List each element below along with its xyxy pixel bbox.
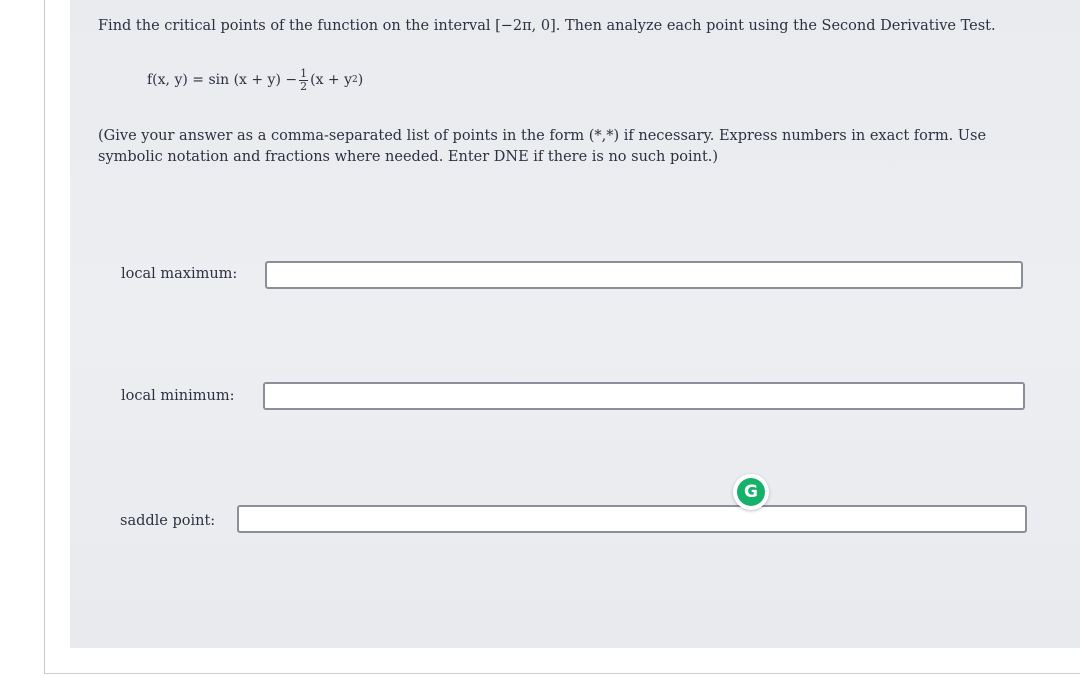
local-minimum-label: local minimum: [121, 388, 235, 404]
formula-lhs: f(x, y) = sin (x + y) − [147, 72, 298, 88]
fraction-numerator: 1 [300, 66, 308, 80]
local-maximum-label: local maximum: [121, 266, 238, 282]
saddle-point-input[interactable] [237, 505, 1027, 533]
saddle-point-label: saddle point: [120, 513, 216, 529]
fraction-denominator: 2 [300, 79, 308, 93]
local-maximum-input[interactable] [265, 261, 1023, 289]
grammarly-g-icon[interactable] [733, 474, 769, 510]
formula-rhs-close: ) [357, 72, 364, 88]
answer-instructions: (Give your answer as a comma-separated list of points in the form (*,*) if necessary. Express numbers in exact form. Use symbolic notation and fractions where needed. Enter DNE if there is no such point.) [98, 128, 987, 165]
formula-fraction [299, 68, 308, 93]
formula-rhs-open: (x + y [310, 72, 353, 88]
question-prompt: Find the critical points of the function on the interval [−2π, 0]. Then analyze each point using the Second Derivative Test. [98, 18, 996, 34]
formula-rhs-exponent: 2 [352, 75, 358, 85]
function-formula [147, 62, 363, 98]
local-minimum-input[interactable] [263, 382, 1025, 410]
grammarly-letter: G [737, 478, 765, 506]
